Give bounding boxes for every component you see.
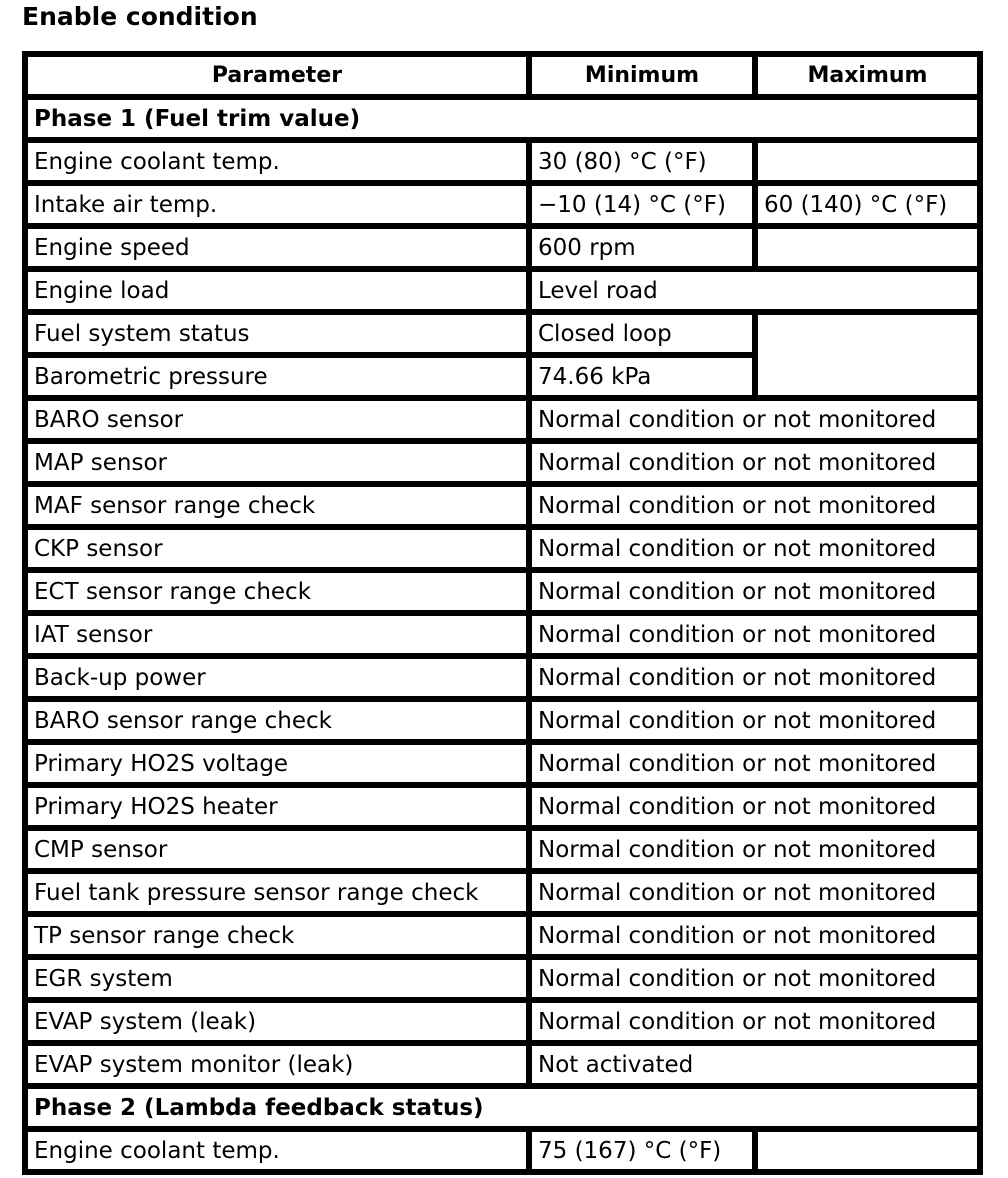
param-cell: ECT sensor range check (25, 570, 529, 613)
table-row (25, 957, 980, 1000)
param-cell: EVAP system (leak) (25, 1000, 529, 1043)
table-row (25, 1129, 980, 1172)
max-cell (755, 1129, 980, 1172)
table-row (25, 269, 980, 312)
table-row (25, 441, 980, 484)
param-cell: Engine load (25, 269, 529, 312)
param-cell: Primary HO2S voltage (25, 742, 529, 785)
value-cell: Normal condition or not monitored (529, 613, 980, 656)
table-row (25, 914, 980, 957)
param-cell: BARO sensor (25, 398, 529, 441)
table-row (25, 527, 980, 570)
max-cell (755, 140, 980, 183)
header-maximum: Maximum (755, 54, 980, 97)
value-cell: Normal condition or not monitored (529, 914, 980, 957)
param-cell: CKP sensor (25, 527, 529, 570)
table-row (25, 1000, 980, 1043)
value-cell: Normal condition or not monitored (529, 699, 980, 742)
value-cell: Normal condition or not monitored (529, 785, 980, 828)
phase-1-row (25, 97, 980, 140)
enable-condition-table (22, 51, 983, 1175)
param-cell: Back-up power (25, 656, 529, 699)
param-cell: Fuel tank pressure sensor range check (25, 871, 529, 914)
param-cell: IAT sensor (25, 613, 529, 656)
phase-2-row (25, 1086, 980, 1129)
min-cell: 75 (167) °C (°F) (529, 1129, 755, 1172)
header-row (25, 54, 980, 97)
table-row (25, 871, 980, 914)
table-row (25, 656, 980, 699)
value-cell: Not activated (529, 1043, 980, 1086)
table-row (25, 613, 980, 656)
param-cell: BARO sensor range check (25, 699, 529, 742)
page-title: Enable condition (22, 2, 258, 31)
param-cell: EVAP system monitor (leak) (25, 1043, 529, 1086)
phase-1-label: Phase 1 (Fuel trim value) (25, 97, 980, 140)
value-cell: Normal condition or not monitored (529, 656, 980, 699)
min-cell: Closed loop (529, 312, 755, 355)
header-minimum: Minimum (529, 54, 755, 97)
max-cell (755, 226, 980, 269)
param-cell: Engine coolant temp. (25, 140, 529, 183)
min-cell: 600 rpm (529, 226, 755, 269)
table-row (25, 742, 980, 785)
value-cell: Normal condition or not monitored (529, 570, 980, 613)
max-cell-merged (755, 312, 980, 398)
table-row (25, 1043, 980, 1086)
param-cell: EGR system (25, 957, 529, 1000)
value-cell: Normal condition or not monitored (529, 742, 980, 785)
phase-2-label: Phase 2 (Lambda feedback status) (25, 1086, 980, 1129)
param-cell: Intake air temp. (25, 183, 529, 226)
table-row (25, 828, 980, 871)
table-row (25, 226, 980, 269)
value-cell: Normal condition or not monitored (529, 398, 980, 441)
param-cell: Barometric pressure (25, 355, 529, 398)
param-cell: MAF sensor range check (25, 484, 529, 527)
param-cell: TP sensor range check (25, 914, 529, 957)
value-cell: Normal condition or not monitored (529, 871, 980, 914)
param-cell: MAP sensor (25, 441, 529, 484)
value-cell: Normal condition or not monitored (529, 957, 980, 1000)
table-row (25, 312, 980, 355)
min-cell: −10 (14) °C (°F) (529, 183, 755, 226)
param-cell: CMP sensor (25, 828, 529, 871)
param-cell: Engine coolant temp. (25, 1129, 529, 1172)
value-cell: Normal condition or not monitored (529, 484, 980, 527)
value-cell: Level road (529, 269, 980, 312)
value-cell: Normal condition or not monitored (529, 527, 980, 570)
param-cell: Primary HO2S heater (25, 785, 529, 828)
table-row (25, 785, 980, 828)
table-row (25, 570, 980, 613)
table-row (25, 183, 980, 226)
param-cell: Engine speed (25, 226, 529, 269)
header-parameter: Parameter (25, 54, 529, 97)
table-row (25, 484, 980, 527)
table-row (25, 398, 980, 441)
param-cell: Fuel system status (25, 312, 529, 355)
table-row (25, 140, 980, 183)
value-cell: Normal condition or not monitored (529, 828, 980, 871)
table-row (25, 699, 980, 742)
value-cell: Normal condition or not monitored (529, 1000, 980, 1043)
min-cell: 30 (80) °C (°F) (529, 140, 755, 183)
value-cell: Normal condition or not monitored (529, 441, 980, 484)
max-cell: 60 (140) °C (°F) (755, 183, 980, 226)
min-cell: 74.66 kPa (529, 355, 755, 398)
